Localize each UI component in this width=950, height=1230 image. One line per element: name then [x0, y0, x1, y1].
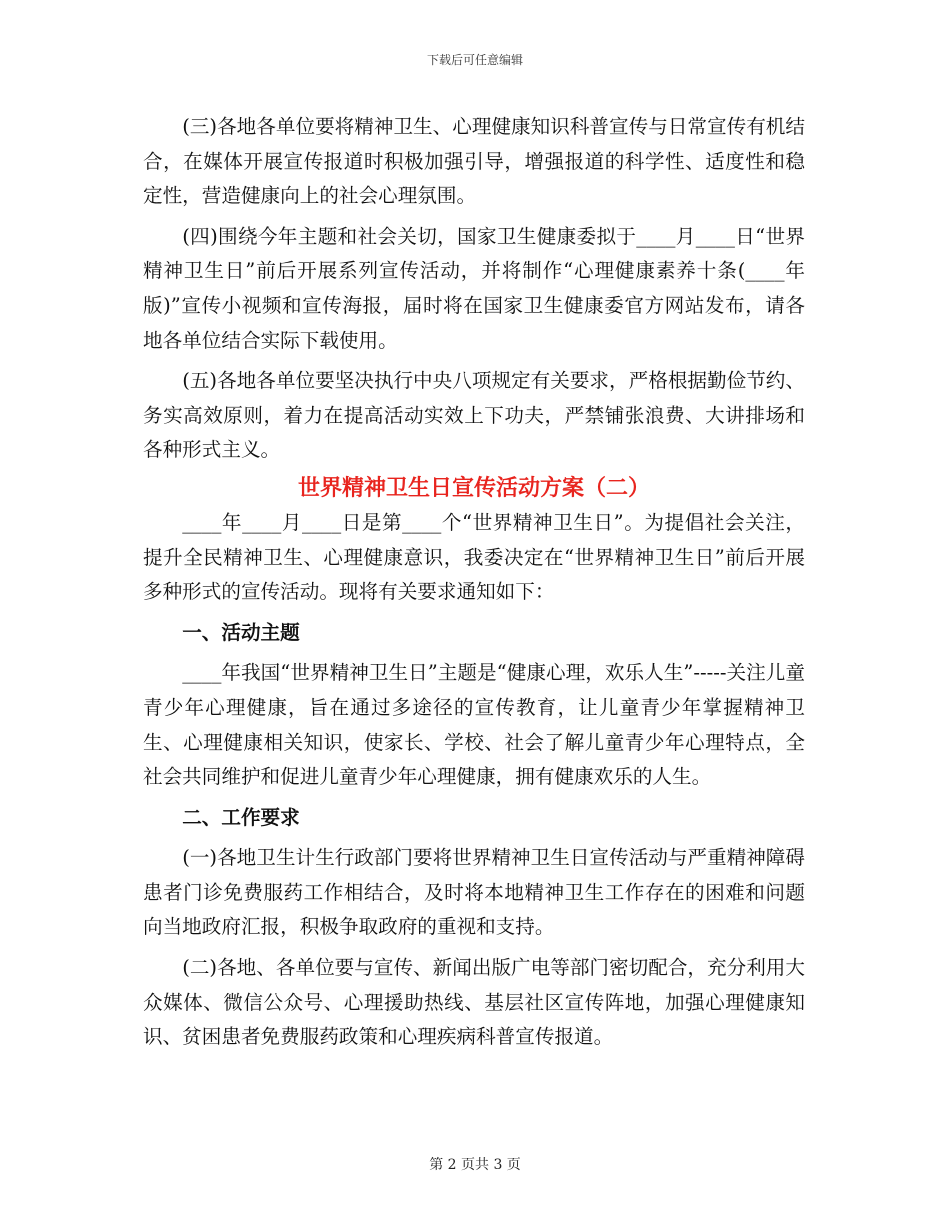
paragraph-requirement-1: (一)各地卫生计生行政部门要将世界精神卫生日宣传活动与严重精神障碍患者门诊免费服药工作相结合，及时将本地精神卫生工作存在的困难和问题向当地政府汇报，积极争取政府的重视和支持。: [143, 846, 805, 939]
paragraph-section-5: (五)各地各单位要坚决执行中央八项规定有关要求，严格根据勤俭节约、务实高效原则，着力在提高活动实效上下功夫，严禁铺张浪费、大讲排场和各种形式主义。: [143, 369, 805, 462]
document-title: 世界精神卫生日宣传活动方案（二）: [297, 475, 650, 501]
paragraph-section-3: (三)各地各单位要将精神卫生、心理健康知识科普宣传与日常宣传有机结合，在媒体开展宣传报道时积极加强引导，增强报道的科学性、适度性和稳定性，营造健康向上的社会心理氛围。: [143, 115, 805, 208]
document-body: [143, 110, 805, 1061]
paragraph-section-4: (四)围绕今年主题和社会关切，国家卫生健康委拟于____月____日“世界精神卫生日”前后开展系列宣传活动，并将制作“心理健康素养十条(____年版)”宣传小视频和宣传海报，届时将在国家卫生健康委官方网站发布，请各地各单位结合实际下载使用。: [143, 224, 805, 352]
page-footer: 第 2 页共 3 页: [429, 1157, 521, 1173]
paragraph-theme: ____年我国“世界精神卫生日”主题是“健康心理，欢乐人生”-----关注儿童青少年心理健康，旨在通过多途径的宣传教育，让儿童青少年掌握精神卫生、心理健康相关知识，使家长、学校、社会了解儿童青少年心理特点，全社会共同维护和促进儿童青少年心理健康，拥有健康欢乐的人生。: [143, 661, 805, 789]
page-header: 下载后可任意编辑: [426, 53, 523, 67]
paragraph-requirement-2: (二)各地、各单位要与宣传、新闻出版广电等部门密切配合，充分利用大众媒体、微信公众号、心理援助热线、基层社区宣传阵地，加强心理健康知识、贫困患者免费服药政策和心理疾病科普宣传报道。: [143, 956, 805, 1049]
paragraph-intro: ____年____月____日是第____个“世界精神卫生日”。为提倡社会关注，提升全民精神卫生、心理健康意识，我委决定在“世界精神卫生日”前后开展多种形式的宣传活动。现将有关要求通知如下：: [143, 510, 805, 604]
heading-work-requirements: 二、工作要求: [182, 805, 300, 829]
heading-activity-theme: 一、活动主题: [182, 620, 300, 644]
